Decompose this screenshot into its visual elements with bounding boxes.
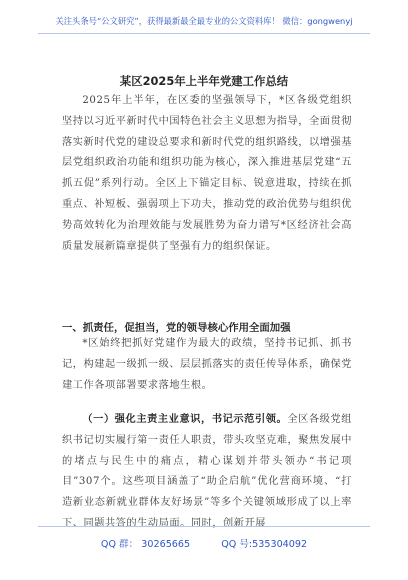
footer-divider — [38, 526, 370, 527]
qq-group-link[interactable]: QQ 群： 30265665 — [100, 539, 191, 550]
intro-paragraph: 2025年上半年，在区委的坚强领导下，*区各级党组织坚持以习近平新时代中国特色社会主义思想为指导，全面贯彻落实新时代党的建设总要求和新时代党的组织路线，以增强基层党组织政治功能和组织功能为核心，深入推进基层党建“五抓五促”系列行动。全区上下锚定目标、锐意进取，持续在抓重点、补短板、强弱项上下功夫，推动党的政治优势与组织优势高效转化为治理效能与发展胜势为奋力谱写*区经济社会高质量发展新篇章提供了坚强有力的组织保证。 — [62, 95, 352, 252]
subsection-one-body: 全区各级党组织书记切实履行第一责任人职责，带头攻坚克难，聚焦发展中的堵点与民生中的痛点，精心谋划并带头领办“书记项目”307个。这些项目涵盖了“助企启航”优化营商环境、“打造新业态新就业群体友好场景”等多个关键领域形成了以上率下、同题共答的生动局面。同时，创新开展 — [62, 414, 352, 529]
subsection-one-lead: （一）强化主责主业意识，书记示范引领。 — [82, 414, 288, 425]
section-one-heading: 一、抓责任，促担当，党的领导核心作用全面加强 — [62, 322, 291, 334]
qq-number-link[interactable]: QQ 号:535304092 — [221, 539, 308, 550]
document-title: 某区2025年上半年党建工作总结 — [119, 74, 289, 88]
section-one-paragraph: *区始终把抓好党建作为最大的政绩，坚持书记抓、抓书记，构建起一级抓一级、层层抓落实的责任传导体系，确保党建工作各项部署要求落地生根。 — [62, 338, 352, 391]
subsection-one-paragraph — [62, 410, 352, 535]
footer-contact — [0, 536, 408, 550]
subsection-one — [62, 410, 352, 535]
header-divider — [38, 33, 370, 34]
intro-section — [62, 91, 352, 257]
section-one-body — [62, 334, 352, 396]
promo-banner: 关注头条号“公文研究”，获得最新最全最专业的公文资料库！ 微信：gongwenyj — [55, 16, 353, 26]
